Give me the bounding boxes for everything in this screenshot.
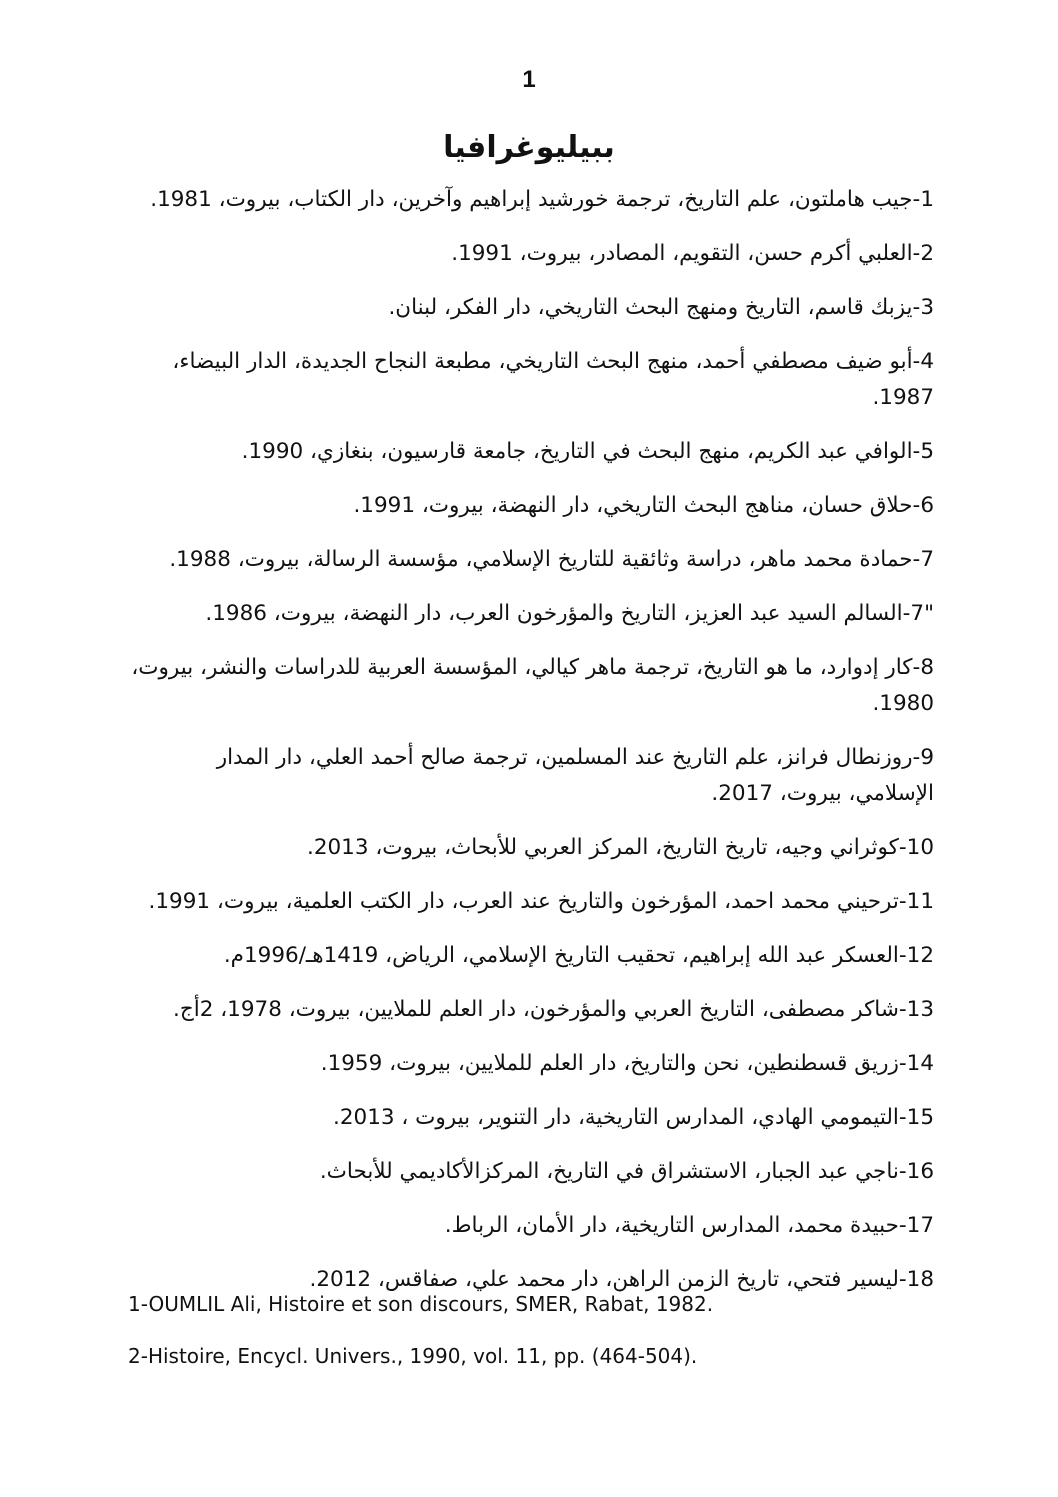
page-title: ببيليوغرافيا <box>443 130 615 165</box>
bibliography-entry-7: 7-حمادة محمد ماهر، دراسة وثائقية للتاريخ الإسلامي، مؤسسة الرسالة، بيروت، 1988. <box>169 547 934 572</box>
bibliography-entry-5: 5-الوافي عبد الكريم، منهج البحث في التاريخ، جامعة قارسيون، بنغازي، 1990. <box>241 439 934 464</box>
bibliography-entry-2: 2-العلبي أكرم حسن، التقويم، المصادر، بيروت، 1991. <box>451 241 934 266</box>
bibliography-entry-latin-2: 2-Histoire, Encycl. Univers., 1990, vol. 11, pp. (464-504). <box>128 1344 698 1368</box>
bibliography-entry-4: 4-أبو ضيف مصطفي أحمد، منهج البحث التاريخي، مطبعة النجاح الجديدة، الدار البيضاء، 1987. <box>172 349 934 410</box>
bibliography-entry-11: 11-ترحيني محمد احمد، المؤرخون والتاريخ عند العرب، دار الكتب العلمية، بيروت، 1991. <box>148 889 934 914</box>
bibliography-entry-12: 12-العسكر عبد الله إبراهيم، تحقيب التاريخ الإسلامي، الرياض، 1419هـ/1996م. <box>223 943 934 968</box>
bibliography-entry-18: 18-ليسير فتحي، تاريخ الزمن الراهن، دار محمد علي، صفاقس، 2012. <box>309 1267 934 1292</box>
bibliography-entry-1: 1-جيب هاملتون، علم التاريخ، ترجمة خورشيد إبراهيم وآخرين، دار الكتاب، بيروت، 1981. <box>150 187 934 212</box>
bibliography-entry-3: 3-يزبك قاسم، التاريخ ومنهج البحث التاريخي، دار الفكر، لبنان. <box>388 295 934 320</box>
bibliography-entry-9: 9-روزنطال فرانز، علم التاريخ عند المسلمين، ترجمة صالح أحمد العلي، دار المدار الإسلامي، بيروت، 2017. <box>216 745 934 806</box>
bibliography-entry-17: 17-حبيدة محمد، المدارس التاريخية، دار الأمان، الرباط. <box>444 1213 934 1238</box>
bibliography-entry-15: 15-التيمومي الهادي، المدارس التاريخية، دار التنوير، بيروت ، 2013. <box>333 1105 934 1130</box>
bibliography-entry-8: 8-كار إدوارد، ما هو التاريخ، ترجمة ماهر كيالي، المؤسسة العربية للدراسات والنشر، بيروت، 1980. <box>131 655 934 716</box>
bibliography-entry-7b: "7-السالم السيد عبد العزيز، التاريخ والمؤرخون العرب، دار النهضة، بيروت، 1986. <box>205 601 934 626</box>
bibliography-entry-10: 10-كوثراني وجيه، تاريخ التاريخ، المركز العربي للأبحاث، بيروت، 2013. <box>306 835 934 860</box>
bibliography-entry-13: 13-شاكر مصطفى، التاريخ العربي والمؤرخون، دار العلم للملايين، بيروت، 1978، 2أج. <box>173 997 934 1022</box>
bibliography-entry-latin-1: 1-OUMLIL Ali, Histoire et son discours, SMER, Rabat, 1982. <box>128 1292 714 1316</box>
bibliography-entry-16: 16-ناجي عبد الجبار، الاستشراق في التاريخ، المركزالأكاديمي للأبحاث. <box>319 1159 934 1184</box>
bibliography-list-arabic <box>128 182 934 1316</box>
bibliography-entry-14: 14-زريق قسطنطين، نحن والتاريخ، دار العلم للملايين، بيروت، 1959. <box>320 1051 934 1076</box>
page-number: 1 <box>522 66 536 93</box>
bibliography-entry-6: 6-حلاق حسان، مناهج البحث التاريخي، دار النهضة، بيروت، 1991. <box>353 493 934 518</box>
